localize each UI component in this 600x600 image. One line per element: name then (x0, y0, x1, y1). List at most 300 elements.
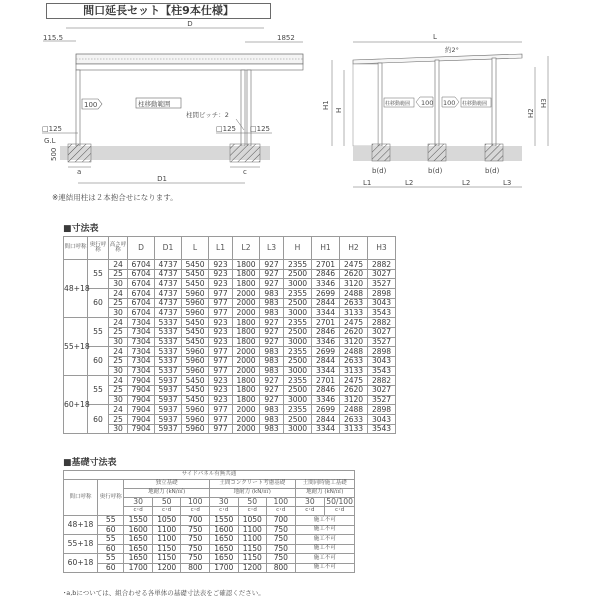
value-cell: 30 (109, 366, 128, 376)
value-cell: 983 (260, 289, 284, 299)
svg-text:D: D (187, 20, 193, 28)
value-cell: 2898 (368, 347, 396, 357)
value-cell: 923 (209, 395, 233, 405)
front-view-diagram (320, 20, 600, 195)
value-cell: 977 (209, 415, 233, 425)
value-cell: 923 (209, 327, 233, 337)
value-cell: 750 (181, 525, 210, 535)
value-cell: 25 (109, 269, 128, 279)
table-row (64, 405, 396, 415)
value-cell: 5337 (155, 318, 182, 328)
value-cell: 750 (267, 554, 296, 564)
value-cell: 2701 (312, 260, 340, 270)
table-row (64, 415, 396, 425)
value-cell: 7304 (128, 366, 155, 376)
width-cell: 60+18 (64, 376, 88, 434)
depth-cell: 55 (98, 554, 124, 564)
value-cell: 3027 (368, 269, 396, 279)
value-cell: 5450 (182, 318, 209, 328)
table-row (64, 327, 396, 337)
value-cell: 2620 (340, 327, 368, 337)
not-available-cell: 施工不可 (295, 535, 354, 545)
table-row (64, 260, 396, 270)
value-cell: 3543 (368, 424, 396, 434)
value-cell: 983 (260, 298, 284, 308)
value-cell: 3133 (340, 366, 368, 376)
value-cell: 983 (260, 424, 284, 434)
value-cell: 5960 (182, 347, 209, 357)
value-cell: 750 (181, 554, 210, 564)
value-cell: 1600 (209, 525, 238, 535)
value-cell: 2000 (233, 405, 260, 415)
value-cell: 5337 (155, 347, 182, 357)
width-cell: 55+18 (64, 318, 88, 376)
table-row (64, 298, 396, 308)
value-cell: 5960 (182, 289, 209, 299)
value-cell: 25 (109, 298, 128, 308)
value-cell: 1800 (233, 337, 260, 347)
value-cell: 5960 (182, 356, 209, 366)
value-cell: 7304 (128, 327, 155, 337)
value-cell: 30 (109, 279, 128, 289)
value-cell: 2355 (284, 318, 312, 328)
value-cell: 3527 (368, 279, 396, 289)
value-cell: 5450 (182, 269, 209, 279)
value-cell: 5960 (182, 424, 209, 434)
depth-cell: 55 (98, 516, 124, 526)
svg-text:b(d): b(d) (485, 167, 500, 175)
table-row (64, 554, 355, 564)
value-cell: 7904 (128, 405, 155, 415)
value-cell: 1550 (209, 516, 238, 526)
value-cell: 2701 (312, 376, 340, 386)
value-cell: 3000 (284, 308, 312, 318)
value-cell: 2355 (284, 376, 312, 386)
value-cell: 2699 (312, 347, 340, 357)
svg-text:b(d): b(d) (372, 167, 387, 175)
table-row (64, 347, 396, 357)
value-cell: 4737 (155, 308, 182, 318)
value-cell: 1800 (233, 385, 260, 395)
value-cell: 3346 (312, 395, 340, 405)
dimension-table-title: ■寸法表 (63, 224, 99, 234)
value-cell: 24 (109, 318, 128, 328)
value-cell: 1800 (233, 395, 260, 405)
side-diagram-note: ※連結用柱は２本抱合せになります。 (52, 193, 178, 202)
value-cell: 2500 (284, 298, 312, 308)
svg-text:b(d): b(d) (428, 167, 443, 175)
value-cell: 1150 (152, 544, 181, 554)
value-cell: 3133 (340, 424, 368, 434)
value-cell: 2844 (312, 415, 340, 425)
value-cell: 3344 (312, 366, 340, 376)
not-available-cell: 施工不可 (295, 563, 354, 573)
value-cell: 2475 (340, 260, 368, 270)
side-view-diagram (40, 20, 320, 190)
value-cell: 927 (260, 376, 284, 386)
depth-cell: 55 (88, 318, 109, 347)
svg-text:L2: L2 (462, 179, 471, 187)
table-row (64, 516, 355, 526)
foundation-table: サイドパネル有無共通 間口呼称 奥行呼称 独立基礎 土間コンクリート考慮基礎 土間同時施工基礎 地耐力 (kN/㎡) 地耐力 (kN/㎡) 地耐力 (kN/㎡) 30 50 100 30 50 100 30 50/100 c･d c･d c･d c･d c･d c･d c･d c･d 48+18 55 1550 1050 700 1550 1050 700 施工不可 60 1600 1100 750 1600 1100 750 施工不可 55+18 55 1650 1100 750 1650 1100 750 施工不可 60 1650 1150 750 1650 1150 750 施工不可 60+18 55 1650 1150 750 1650 1150 750 施工不可 60 1700 1200 800 1700 1200 800 施工不可 (63, 470, 355, 573)
value-cell: 30 (109, 424, 128, 434)
value-cell: 3120 (340, 337, 368, 347)
value-cell: 800 (181, 563, 210, 573)
value-cell: 923 (209, 279, 233, 289)
value-cell: 750 (267, 544, 296, 554)
svg-text:H2: H2 (527, 108, 535, 118)
width-cell: 60+18 (64, 554, 98, 573)
value-cell: 2000 (233, 415, 260, 425)
svg-text:100: 100 (443, 99, 456, 107)
value-cell: 5960 (182, 405, 209, 415)
depth-cell: 60 (88, 289, 109, 318)
table-row (64, 395, 396, 405)
value-cell: 983 (260, 347, 284, 357)
value-cell: 927 (260, 279, 284, 289)
value-cell: 5960 (182, 415, 209, 425)
svg-text:D1: D1 (157, 175, 167, 183)
value-cell: 2475 (340, 318, 368, 328)
value-cell: 24 (109, 376, 128, 386)
value-cell: 2699 (312, 289, 340, 299)
svg-text:柱移動範囲: 柱移動範囲 (138, 100, 171, 108)
value-cell: 2898 (368, 405, 396, 415)
value-cell: 977 (209, 347, 233, 357)
value-cell: 2620 (340, 269, 368, 279)
table-row (64, 535, 355, 545)
svg-text:H: H (335, 107, 343, 113)
value-cell: 7304 (128, 347, 155, 357)
value-cell: 1650 (209, 554, 238, 564)
svg-text:柱移動範囲: 柱移動範囲 (385, 101, 411, 107)
value-cell: 5937 (155, 415, 182, 425)
value-cell: 923 (209, 318, 233, 328)
value-cell: 983 (260, 405, 284, 415)
value-cell: 1700 (124, 563, 153, 573)
table-row (64, 525, 355, 535)
not-available-cell: 施工不可 (295, 525, 354, 535)
value-cell: 6704 (128, 260, 155, 270)
value-cell: 983 (260, 366, 284, 376)
value-cell: 5450 (182, 260, 209, 270)
value-cell: 1800 (233, 376, 260, 386)
svg-text:500: 500 (50, 147, 58, 161)
value-cell: 1800 (233, 279, 260, 289)
value-cell: 5450 (182, 279, 209, 289)
value-cell: 3346 (312, 337, 340, 347)
value-cell: 30 (109, 337, 128, 347)
table-row (64, 356, 396, 366)
value-cell: 3000 (284, 279, 312, 289)
value-cell: 977 (209, 366, 233, 376)
value-cell: 927 (260, 395, 284, 405)
value-cell: 5337 (155, 327, 182, 337)
value-cell: 6704 (128, 269, 155, 279)
value-cell: 5450 (182, 395, 209, 405)
value-cell: 927 (260, 385, 284, 395)
value-cell: 977 (209, 298, 233, 308)
value-cell: 2500 (284, 415, 312, 425)
value-cell: 2488 (340, 347, 368, 357)
table-row (64, 337, 396, 347)
value-cell: 2355 (284, 289, 312, 299)
value-cell: 1650 (209, 544, 238, 554)
value-cell: 977 (209, 405, 233, 415)
svg-text:L2: L2 (405, 179, 414, 187)
value-cell: 1650 (124, 554, 153, 564)
value-cell: 24 (109, 405, 128, 415)
svg-text:c: c (243, 168, 247, 176)
value-cell: 1800 (233, 318, 260, 328)
foundation-table-note: ･a,bについては、組合わせる各単体の基礎寸法表をご確認ください。 (63, 589, 265, 597)
value-cell: 2846 (312, 327, 340, 337)
value-cell: 3000 (284, 337, 312, 347)
value-cell: 1100 (238, 525, 267, 535)
svg-text:□125: □125 (42, 125, 62, 133)
svg-text:a: a (77, 168, 82, 176)
value-cell: 2000 (233, 298, 260, 308)
value-cell: 3543 (368, 366, 396, 376)
value-cell: 4737 (155, 269, 182, 279)
value-cell: 977 (209, 289, 233, 299)
value-cell: 927 (260, 260, 284, 270)
value-cell: 927 (260, 318, 284, 328)
depth-cell: 55 (88, 260, 109, 289)
value-cell: 2620 (340, 385, 368, 395)
value-cell: 1050 (152, 516, 181, 526)
value-cell: 2844 (312, 298, 340, 308)
value-cell: 2000 (233, 347, 260, 357)
depth-cell: 60 (88, 405, 109, 434)
table-row (64, 279, 396, 289)
value-cell: 2846 (312, 269, 340, 279)
value-cell: 5937 (155, 424, 182, 434)
value-cell: 3027 (368, 385, 396, 395)
value-cell: 1050 (238, 516, 267, 526)
value-cell: 5937 (155, 405, 182, 415)
value-cell: 983 (260, 308, 284, 318)
value-cell: 800 (267, 563, 296, 573)
value-cell: 2701 (312, 318, 340, 328)
page-title: 間口延長セット【柱9本仕様】 (46, 3, 271, 19)
value-cell: 927 (260, 269, 284, 279)
value-cell: 2000 (233, 424, 260, 434)
value-cell: 977 (209, 424, 233, 434)
value-cell: 1150 (238, 554, 267, 564)
svg-text:H1: H1 (322, 100, 330, 110)
value-cell: 3043 (368, 415, 396, 425)
value-cell: 2000 (233, 366, 260, 376)
value-cell: 4737 (155, 260, 182, 270)
value-cell: 923 (209, 260, 233, 270)
value-cell: 923 (209, 269, 233, 279)
value-cell: 6704 (128, 279, 155, 289)
value-cell: 3120 (340, 395, 368, 405)
svg-text:□125: □125 (216, 125, 236, 133)
value-cell: 2000 (233, 356, 260, 366)
depth-cell: 60 (98, 525, 124, 535)
value-cell: 977 (209, 308, 233, 318)
svg-text:約2°: 約2° (445, 46, 459, 54)
value-cell: 750 (267, 535, 296, 545)
value-cell: 977 (209, 356, 233, 366)
value-cell: 750 (181, 535, 210, 545)
svg-text:G.L: G.L (44, 137, 56, 145)
value-cell: 2355 (284, 347, 312, 357)
depth-cell: 55 (98, 535, 124, 545)
value-cell: 2844 (312, 356, 340, 366)
value-cell: 1150 (238, 544, 267, 554)
value-cell: 3000 (284, 395, 312, 405)
value-cell: 5937 (155, 385, 182, 395)
table-row (64, 424, 396, 434)
value-cell: 5450 (182, 327, 209, 337)
value-cell: 5937 (155, 395, 182, 405)
value-cell: 7904 (128, 424, 155, 434)
svg-text:100: 100 (421, 99, 434, 107)
value-cell: 2000 (233, 308, 260, 318)
value-cell: 2500 (284, 356, 312, 366)
svg-text:100: 100 (84, 101, 98, 109)
depth-cell: 55 (88, 376, 109, 405)
table-header-row: 間口呼称 奥行呼称 高さ呼称 D D1 L L1 L2 L3 H H1 H2 H3 (64, 237, 396, 260)
value-cell: 6704 (128, 308, 155, 318)
svg-text:H3: H3 (540, 98, 548, 108)
value-cell: 5337 (155, 337, 182, 347)
not-available-cell: 施工不可 (295, 554, 354, 564)
value-cell: 2699 (312, 405, 340, 415)
value-cell: 7304 (128, 337, 155, 347)
value-cell: 2500 (284, 327, 312, 337)
dimension-table (63, 236, 396, 434)
value-cell: 3344 (312, 424, 340, 434)
value-cell: 2500 (284, 269, 312, 279)
value-cell: 927 (260, 327, 284, 337)
value-cell: 2846 (312, 385, 340, 395)
value-cell: 5450 (182, 376, 209, 386)
value-cell: 3043 (368, 356, 396, 366)
table-row (64, 366, 396, 376)
value-cell: 3543 (368, 308, 396, 318)
table-row (64, 385, 396, 395)
width-cell: 55+18 (64, 535, 98, 554)
svg-text:1852: 1852 (277, 34, 295, 42)
value-cell: 24 (109, 289, 128, 299)
value-cell: 2488 (340, 405, 368, 415)
value-cell: 923 (209, 376, 233, 386)
value-cell: 2500 (284, 385, 312, 395)
value-cell: 1100 (152, 525, 181, 535)
value-cell: 3527 (368, 395, 396, 405)
value-cell: 1650 (209, 535, 238, 545)
value-cell: 2882 (368, 318, 396, 328)
value-cell: 7904 (128, 395, 155, 405)
svg-text:柱移動範囲: 柱移動範囲 (462, 101, 488, 107)
value-cell: 3120 (340, 279, 368, 289)
value-cell: 983 (260, 356, 284, 366)
width-cell: 48+18 (64, 260, 88, 318)
value-cell: 1800 (233, 269, 260, 279)
svg-text:L: L (433, 33, 437, 41)
svg-text:柱間ピッチ：2: 柱間ピッチ：2 (186, 111, 229, 119)
value-cell: 1150 (152, 554, 181, 564)
foundation-table-title: ■基礎寸法表 (63, 458, 117, 468)
value-cell: 4737 (155, 279, 182, 289)
value-cell: 2882 (368, 376, 396, 386)
value-cell: 1650 (124, 535, 153, 545)
value-cell: 5337 (155, 356, 182, 366)
value-cell: 3344 (312, 308, 340, 318)
value-cell: 25 (109, 356, 128, 366)
value-cell: 2882 (368, 260, 396, 270)
value-cell: 5450 (182, 337, 209, 347)
depth-cell: 60 (98, 544, 124, 554)
value-cell: 1550 (124, 516, 153, 526)
value-cell: 923 (209, 337, 233, 347)
table-row (64, 563, 355, 573)
value-cell: 700 (267, 516, 296, 526)
value-cell: 750 (181, 544, 210, 554)
svg-text:115.5: 115.5 (43, 34, 64, 42)
value-cell: 1200 (238, 563, 267, 573)
value-cell: 927 (260, 337, 284, 347)
value-cell: 5960 (182, 308, 209, 318)
value-cell: 5960 (182, 366, 209, 376)
value-cell: 5937 (155, 376, 182, 386)
value-cell: 923 (209, 385, 233, 395)
not-available-cell: 施工不可 (295, 516, 354, 526)
table-row (64, 318, 396, 328)
table-row (64, 289, 396, 299)
value-cell: 5337 (155, 366, 182, 376)
value-cell: 1650 (124, 544, 153, 554)
svg-text:L3: L3 (503, 179, 512, 187)
value-cell: 30 (109, 395, 128, 405)
table-row (64, 308, 396, 318)
value-cell: 7304 (128, 318, 155, 328)
value-cell: 5450 (182, 385, 209, 395)
value-cell: 1200 (152, 563, 181, 573)
value-cell: 25 (109, 327, 128, 337)
value-cell: 2355 (284, 405, 312, 415)
svg-text:L1: L1 (363, 179, 372, 187)
value-cell: 3346 (312, 279, 340, 289)
value-cell: 3043 (368, 298, 396, 308)
value-cell: 1100 (152, 535, 181, 545)
value-cell: 983 (260, 415, 284, 425)
value-cell: 5960 (182, 298, 209, 308)
value-cell: 2355 (284, 260, 312, 270)
value-cell: 2000 (233, 289, 260, 299)
value-cell: 24 (109, 347, 128, 357)
value-cell: 1600 (124, 525, 153, 535)
value-cell: 2488 (340, 289, 368, 299)
value-cell: 3527 (368, 337, 396, 347)
value-cell: 25 (109, 385, 128, 395)
value-cell: 2898 (368, 289, 396, 299)
value-cell: 2633 (340, 298, 368, 308)
value-cell: 4737 (155, 298, 182, 308)
value-cell: 24 (109, 260, 128, 270)
value-cell: 700 (181, 516, 210, 526)
value-cell: 30 (109, 308, 128, 318)
value-cell: 1800 (233, 260, 260, 270)
not-available-cell: 施工不可 (295, 544, 354, 554)
value-cell: 25 (109, 415, 128, 425)
depth-cell: 60 (88, 347, 109, 376)
depth-cell: 60 (98, 563, 124, 573)
